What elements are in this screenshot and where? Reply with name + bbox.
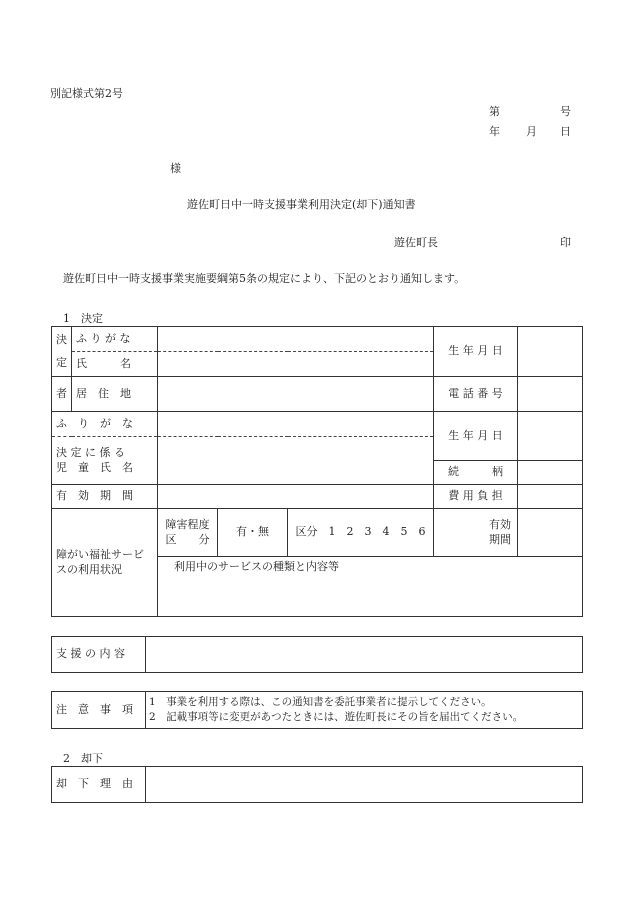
phone-value[interactable] [518, 377, 583, 412]
support-value[interactable] [146, 637, 583, 673]
reason-value[interactable] [146, 767, 583, 803]
date-day: 日 [560, 125, 571, 138]
document-title: 遊佐町日中一時支援事業利用決定(却下)通知書 [187, 198, 416, 211]
child-birth-value[interactable] [518, 412, 583, 461]
seal-mark: 印 [560, 236, 571, 249]
disability-level-label-1: 障害程度 [165, 518, 210, 532]
section1-heading: 1 決定 [63, 312, 103, 325]
furigana-label: ふ り が な [72, 327, 158, 352]
rejection-table [51, 766, 583, 803]
cost-label: 費 用 負 担 [434, 485, 518, 509]
services-in-use[interactable]: 利用中のサービスの種類と内容等 [158, 557, 583, 617]
number-dai: 第 [489, 105, 500, 118]
support-label: 支 援 の 内 容 [52, 637, 146, 673]
addressee-suffix: 様 [170, 162, 181, 175]
notes-table [51, 691, 583, 729]
intro-text: 遊佐町日中一時支援事業実施要綱第5条の規定により、下記のとおり通知します。 [63, 272, 466, 285]
decided-char-2: 定 [56, 355, 67, 369]
notes-line-1: 1 事業を利用する際は、この通知書を委託事業者に提示してください。 [149, 695, 492, 708]
child-name-label-1: 決 定 に 係 る [56, 446, 125, 460]
valid-period-label: 有 効 期 間 [52, 485, 158, 509]
notes-label: 注 意 事 項 [52, 692, 146, 729]
decided-char-1: 決 [56, 333, 67, 347]
decided-label-cell [52, 327, 72, 377]
child-furigana-value[interactable] [158, 412, 434, 437]
reason-label: 却 下 理 由 [52, 767, 146, 803]
furigana-value[interactable] [158, 327, 434, 352]
valid-label-2: 期間 [489, 532, 511, 546]
date-year: 年 [489, 125, 500, 138]
birth-label: 生 年 月 日 [434, 327, 518, 377]
service-status-label-2: スの利用状況 [56, 562, 122, 576]
number-go: 号 [560, 105, 571, 118]
valid-value[interactable] [518, 509, 583, 557]
yes-no-option[interactable]: 有・無 [218, 509, 288, 557]
phone-label: 電 話 番 号 [434, 377, 518, 412]
service-status-label [52, 509, 158, 617]
form-number: 別記様式第2号 [50, 87, 123, 100]
child-birth-label: 生 年 月 日 [434, 412, 518, 461]
child-name-label-2: 児 童 氏 名 [56, 460, 133, 474]
birth-value[interactable] [518, 327, 583, 377]
address-value[interactable] [158, 377, 434, 412]
decision-table [51, 326, 583, 617]
address-label: 居 住 地 [72, 377, 158, 412]
name-value[interactable] [158, 352, 434, 377]
decided-char-3: 者 [52, 377, 72, 412]
cost-value[interactable] [518, 485, 583, 509]
valid-label [434, 509, 518, 557]
relation-label: 続 柄 [434, 461, 518, 485]
disability-level-label [158, 509, 218, 557]
issuer: 遊佐町長 [394, 236, 438, 249]
valid-period-value[interactable] [158, 485, 434, 509]
disability-level-label-2: 区 分 [165, 532, 210, 546]
class-options[interactable]: 区分 1 2 3 4 5 6 [288, 509, 434, 557]
valid-label-1: 有効 [489, 518, 511, 532]
child-name-label [52, 437, 158, 485]
date-month: 月 [526, 125, 537, 138]
notes-line-2: 2 記載事項等に変更があつたときには、遊佐町長にその旨を届出てください。 [149, 711, 524, 723]
name-label: 氏 名 [72, 352, 158, 377]
section2-heading: 2 却下 [63, 752, 103, 765]
support-table [51, 636, 583, 673]
service-status-label-1: 障がい福祉サービ [56, 548, 144, 562]
child-furigana-label: ふ り が な [52, 412, 158, 437]
notes-content [146, 692, 583, 729]
relation-value[interactable] [518, 461, 583, 485]
child-name-value[interactable] [158, 437, 434, 485]
